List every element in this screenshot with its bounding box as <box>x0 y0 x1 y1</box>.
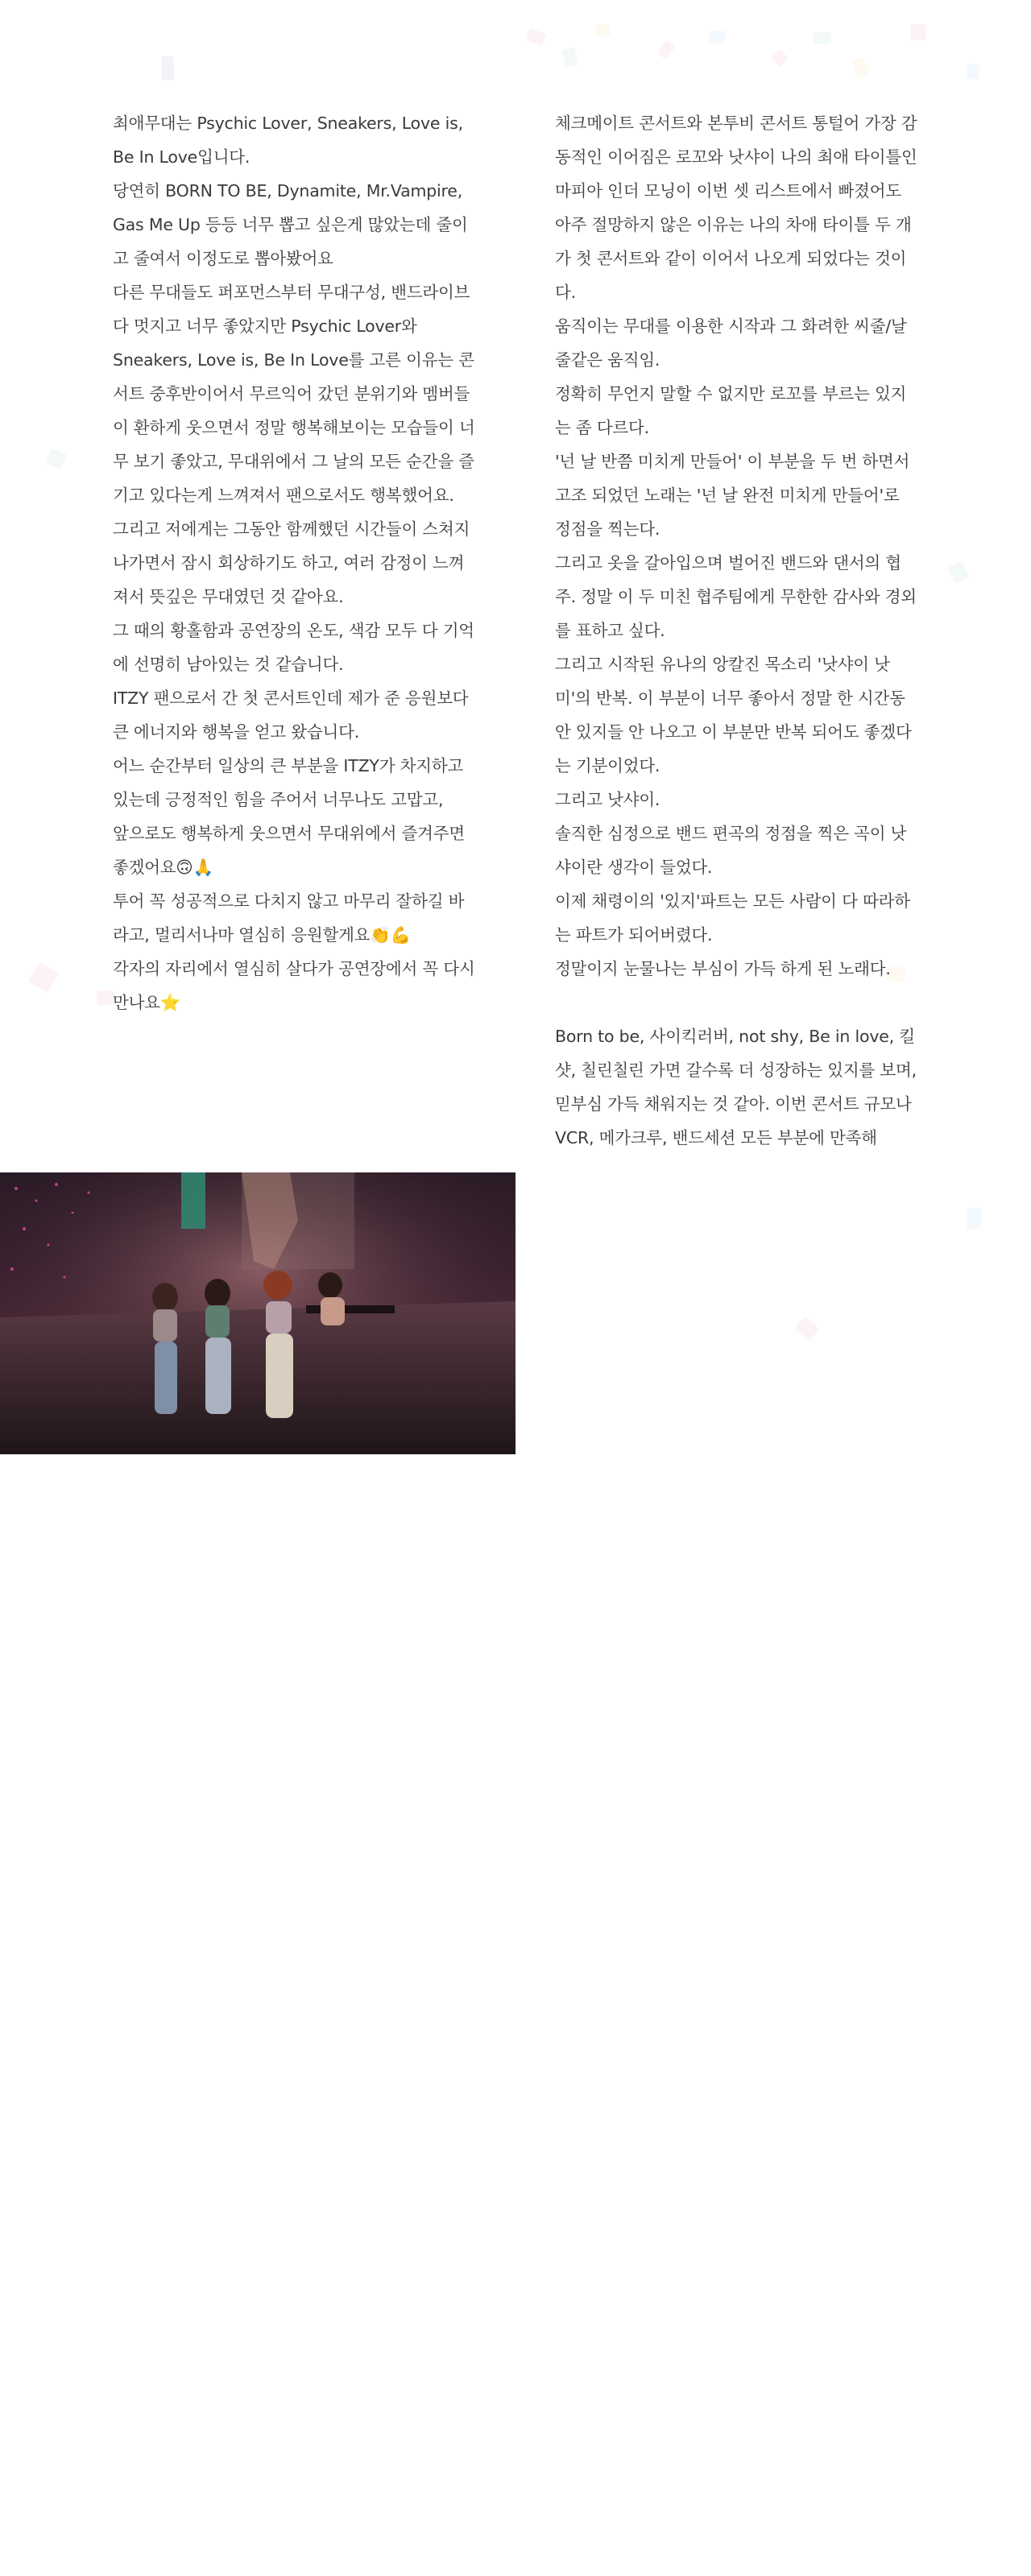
left-paragraph: 최애무대는 Psychic Lover, Sneakers, Love is, Be In Love입니다. <box>113 114 463 167</box>
right-paragraph: 정확히 무언지 말할 수 없지만 로꼬를 부르는 있지는 좀 다르다. <box>555 384 907 437</box>
left-paragraph: 투어 꼭 성공적으로 다치지 않고 마무리 잘하길 바라고, 멀리서나마 열심히 응원할게요👏💪 <box>113 891 465 945</box>
concert-stage-photo <box>0 1172 516 2576</box>
right-paragraph: 움직이는 무대를 이용한 시작과 그 화려한 씨줄/날줄같은 움직임. <box>555 316 907 370</box>
right-paragraph: 그리고 낫샤이. <box>555 790 660 809</box>
right-paragraph: 솔직한 심정으로 밴드 편곡의 정점을 찍은 곡이 낫샤이란 생각이 들었다. <box>555 824 907 877</box>
left-paragraph: 그 때의 황홀함과 공연장의 온도, 색감 모두 다 기억에 선명히 남아있는 것 같습니다. <box>113 621 474 674</box>
left-paragraph: 그리고 저에게는 그동안 함께했던 시간들이 스쳐지나가면서 잠시 회상하기도 하고, 여러 감정이 느껴져서 뜻깊은 무대였던 것 같아요. <box>113 519 470 606</box>
left-paragraph: 어느 순간부터 일상의 큰 부분을 ITZY가 차지하고 있는데 긍정적인 힘을 주어서 너무나도 고맙고, <box>113 756 464 809</box>
left-paragraph: ITZY 팬으로서 간 첫 콘서트인데 제가 준 응원보다 큰 에너지와 행복을 얻고 왔습니다. <box>113 688 469 742</box>
left-column <box>113 106 479 1019</box>
right-paragraph: 그리고 시작된 유나의 앙칼진 목소리 '낫샤이 낫미'의 반복. 이 부분이 너무 좋아서 정말 한 시간동안 있지들 안 나오고 이 부분만 반복 되어도 좋겠다는 기분이었다. <box>555 655 912 775</box>
right-paragraph: Born to be, 사이킥러버, not shy, Be in love, 킬샷, 칠린칠린 가면 갈수록 더 성장하는 있지를 보며, 믿부심 가득 채워지는 것 같아. 이번 콘서트 규모나 VCR, 메가크루, 밴드세션 모든 부분에 만족해 <box>555 1027 917 1147</box>
concert-photo-illustration <box>0 1172 516 1454</box>
right-paragraph: '넌 날 반쯤 미치게 만들어' 이 부분을 두 번 하면서 고조 되었던 노래는 '넌 날 완전 미치게 만들어'로 정점을 찍는다. <box>555 452 910 539</box>
left-paragraph: 다른 무대들도 퍼포먼스부터 무대구성, 밴드라이브 다 멋지고 너무 좋았지만 Psychic Lover와 Sneakers, Love is, Be In Love를 고른 이유는 콘서트 중후반이어서 무르익어 갔던 분위기와 멤버들이 환하게 웃으면서 정말 행복해보이는 모습들이 너무 보기 좋았고, 무대위에서 그 날의 모든 순간을 즐기고 있다는게 느껴져서 팬으로서도 행복했어요. <box>113 283 475 505</box>
right-paragraph: 그리고 옷을 갈아입으며 벌어진 밴드와 댄서의 협주. 정말 이 두 미친 협주팀에게 무한한 감사와 경외를 표하고 싶다. <box>555 553 917 640</box>
right-paragraph: 체크메이트 콘서트와 본투비 콘서트 통털어 가장 감동적인 이어짐은 로꼬와 낫샤이 나의 최애 타이틀인 마피아 인더 모닝이 이번 셋 리스트에서 빠졌어도 아주 절망하지 않은 이유는 나의 차애 타이틀 두 개가 첫 콘서트와 같이 이어서 나오게 되었다는 것이다. <box>555 114 917 302</box>
left-paragraph: 앞으로도 행복하게 웃으면서 무대위에서 즐겨주면 좋겠어요🙃🙏 <box>113 824 465 877</box>
right-paragraph: 이제 채령이의 '있지'파트는 모든 사람이 다 따라하는 파트가 되어버렸다. <box>555 891 910 945</box>
paragraph-break <box>555 986 919 1019</box>
right-column <box>555 106 919 1155</box>
left-paragraph: 당연히 BORN TO BE, Dynamite, Mr.Vampire, Gas Me Up 등등 너무 뽑고 싶은게 많았는데 줄이고 줄여서 이정도로 뽑아봤어요 <box>113 181 468 268</box>
left-paragraph: 각자의 자리에서 열심히 살다가 공연장에서 꼭 다시 만나요⭐ <box>113 959 475 1012</box>
right-paragraph: 정말이지 눈물나는 부심이 가득 하게 된 노래다. <box>555 959 891 978</box>
page-number: 14 <box>50 2561 68 2576</box>
